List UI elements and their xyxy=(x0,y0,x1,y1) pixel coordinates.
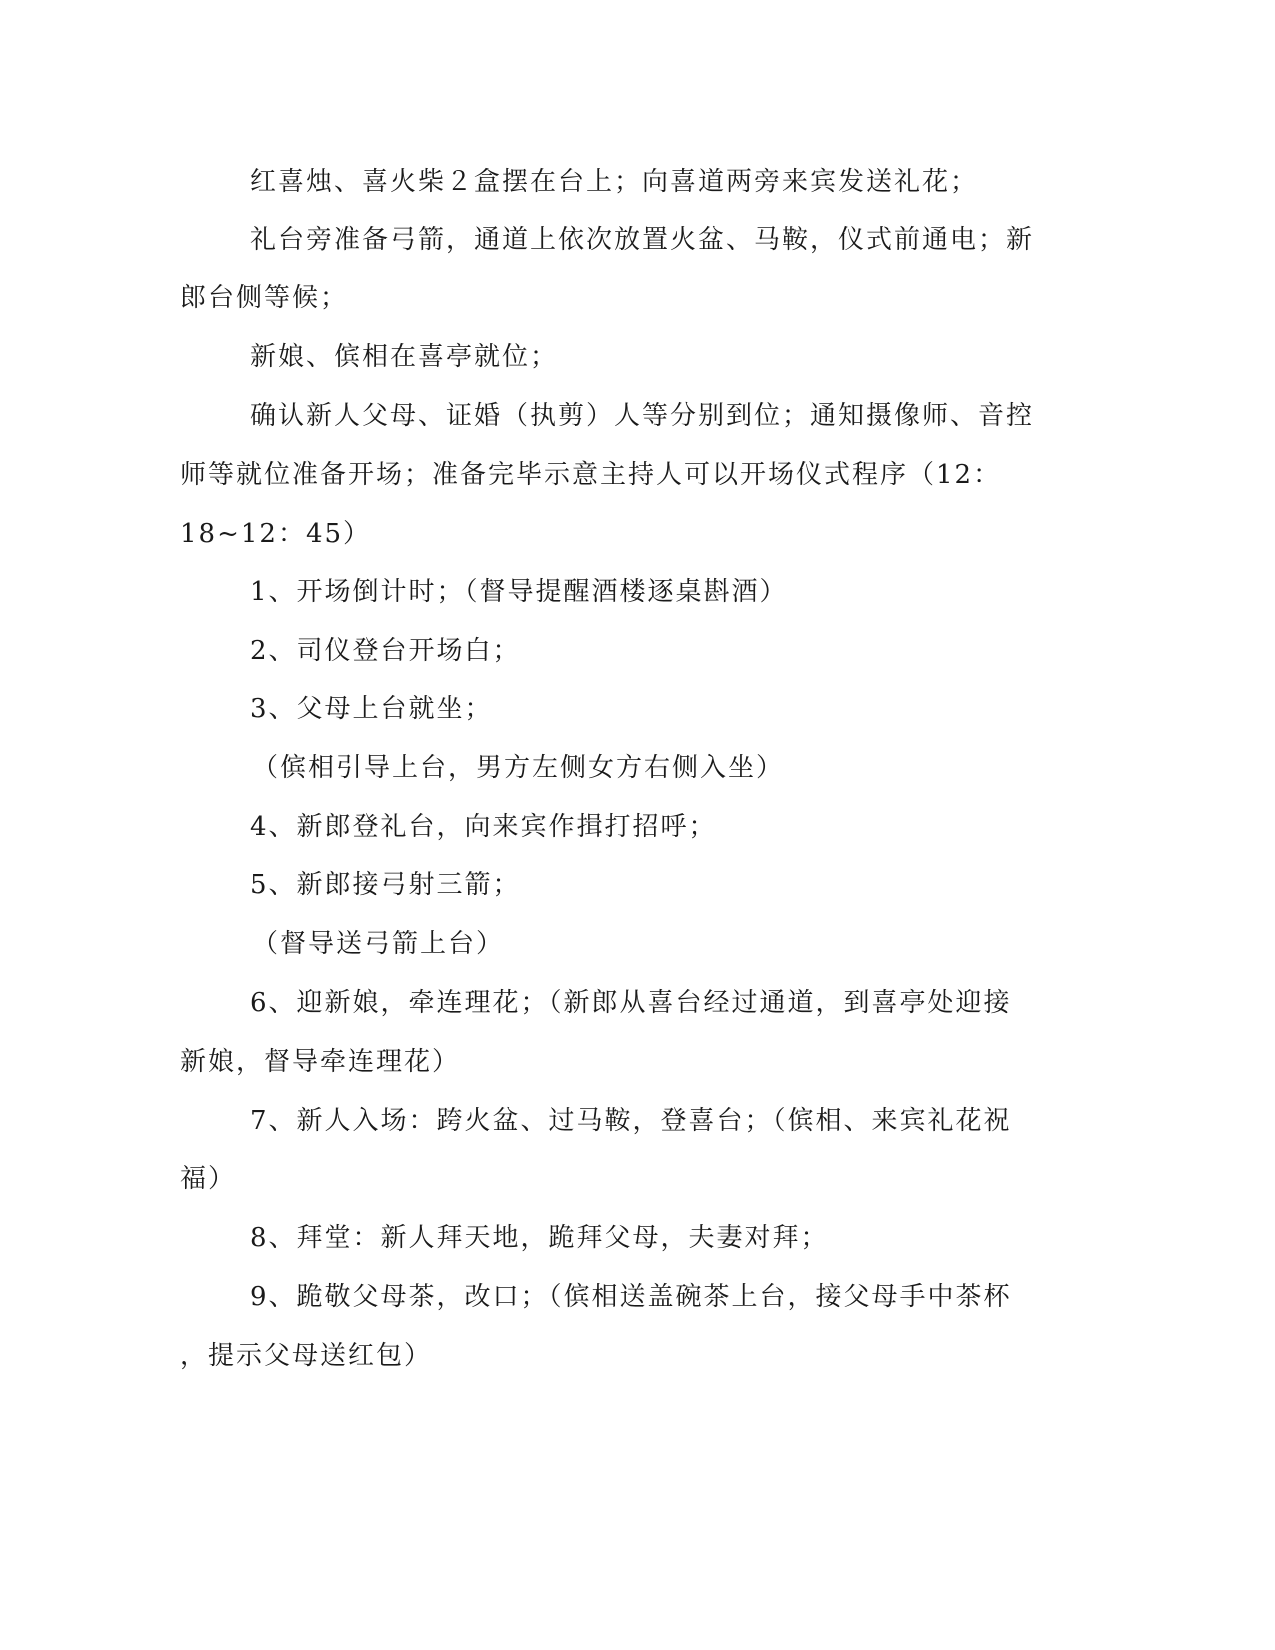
text-line-1: 红喜烛、喜火柴２盒摆在台上；向喜道两旁来宾发送礼花； xyxy=(250,167,979,197)
text-line-13: 5、新郎接弓射三箭； xyxy=(250,870,521,900)
text-line-3: 郎台侧等候； xyxy=(180,283,349,313)
text-line-8: 1、开场倒计时；（督导提醒酒楼逐桌斟酒） xyxy=(250,577,788,607)
text-line-6: 师等就位准备开场；准备完毕示意主持人可以开场仪式程序（12： xyxy=(180,460,1002,490)
text-line-7: 18~12：45） xyxy=(180,519,372,549)
text-line-18: 福） xyxy=(180,1164,237,1194)
text-line-20: 9、跪敬父母茶，改口；（傧相送盖碗茶上台，接父母手中茶杯 xyxy=(250,1282,1012,1312)
text-line-17: 7、新人入场：跨火盆、过马鞍，登喜台；（傧相、来宾礼花祝 xyxy=(250,1106,1012,1136)
text-line-2: 礼台旁准备弓箭，通道上依次放置火盆、马鞍，仪式前通电；新 xyxy=(250,225,1035,255)
text-line-11: （傧相引导上台，男方左侧女方右侧入坐） xyxy=(252,753,785,783)
text-line-5: 确认新人父母、证婚（执剪）人等分别到位；通知摄像师、音控 xyxy=(250,401,1035,431)
text-line-4: 新娘、傧相在喜亭就位； xyxy=(250,342,559,372)
text-line-15: 6、迎新娘，牵连理花；（新郎从喜台经过通道，到喜亭处迎接 xyxy=(250,988,1012,1018)
text-line-16: 新娘，督导牵连理花） xyxy=(180,1047,461,1077)
text-line-10: 3、父母上台就坐； xyxy=(250,694,493,724)
text-line-12: 4、新郎登礼台，向来宾作揖打招呼； xyxy=(250,812,717,842)
text-line-21: ，提示父母送红包） xyxy=(180,1341,433,1371)
text-line-9: 2、司仪登台开场白； xyxy=(250,636,521,666)
text-line-14: （督导送弓箭上台） xyxy=(252,929,505,959)
text-line-19: 8、拜堂：新人拜天地，跪拜父母，夫妻对拜； xyxy=(250,1223,829,1253)
